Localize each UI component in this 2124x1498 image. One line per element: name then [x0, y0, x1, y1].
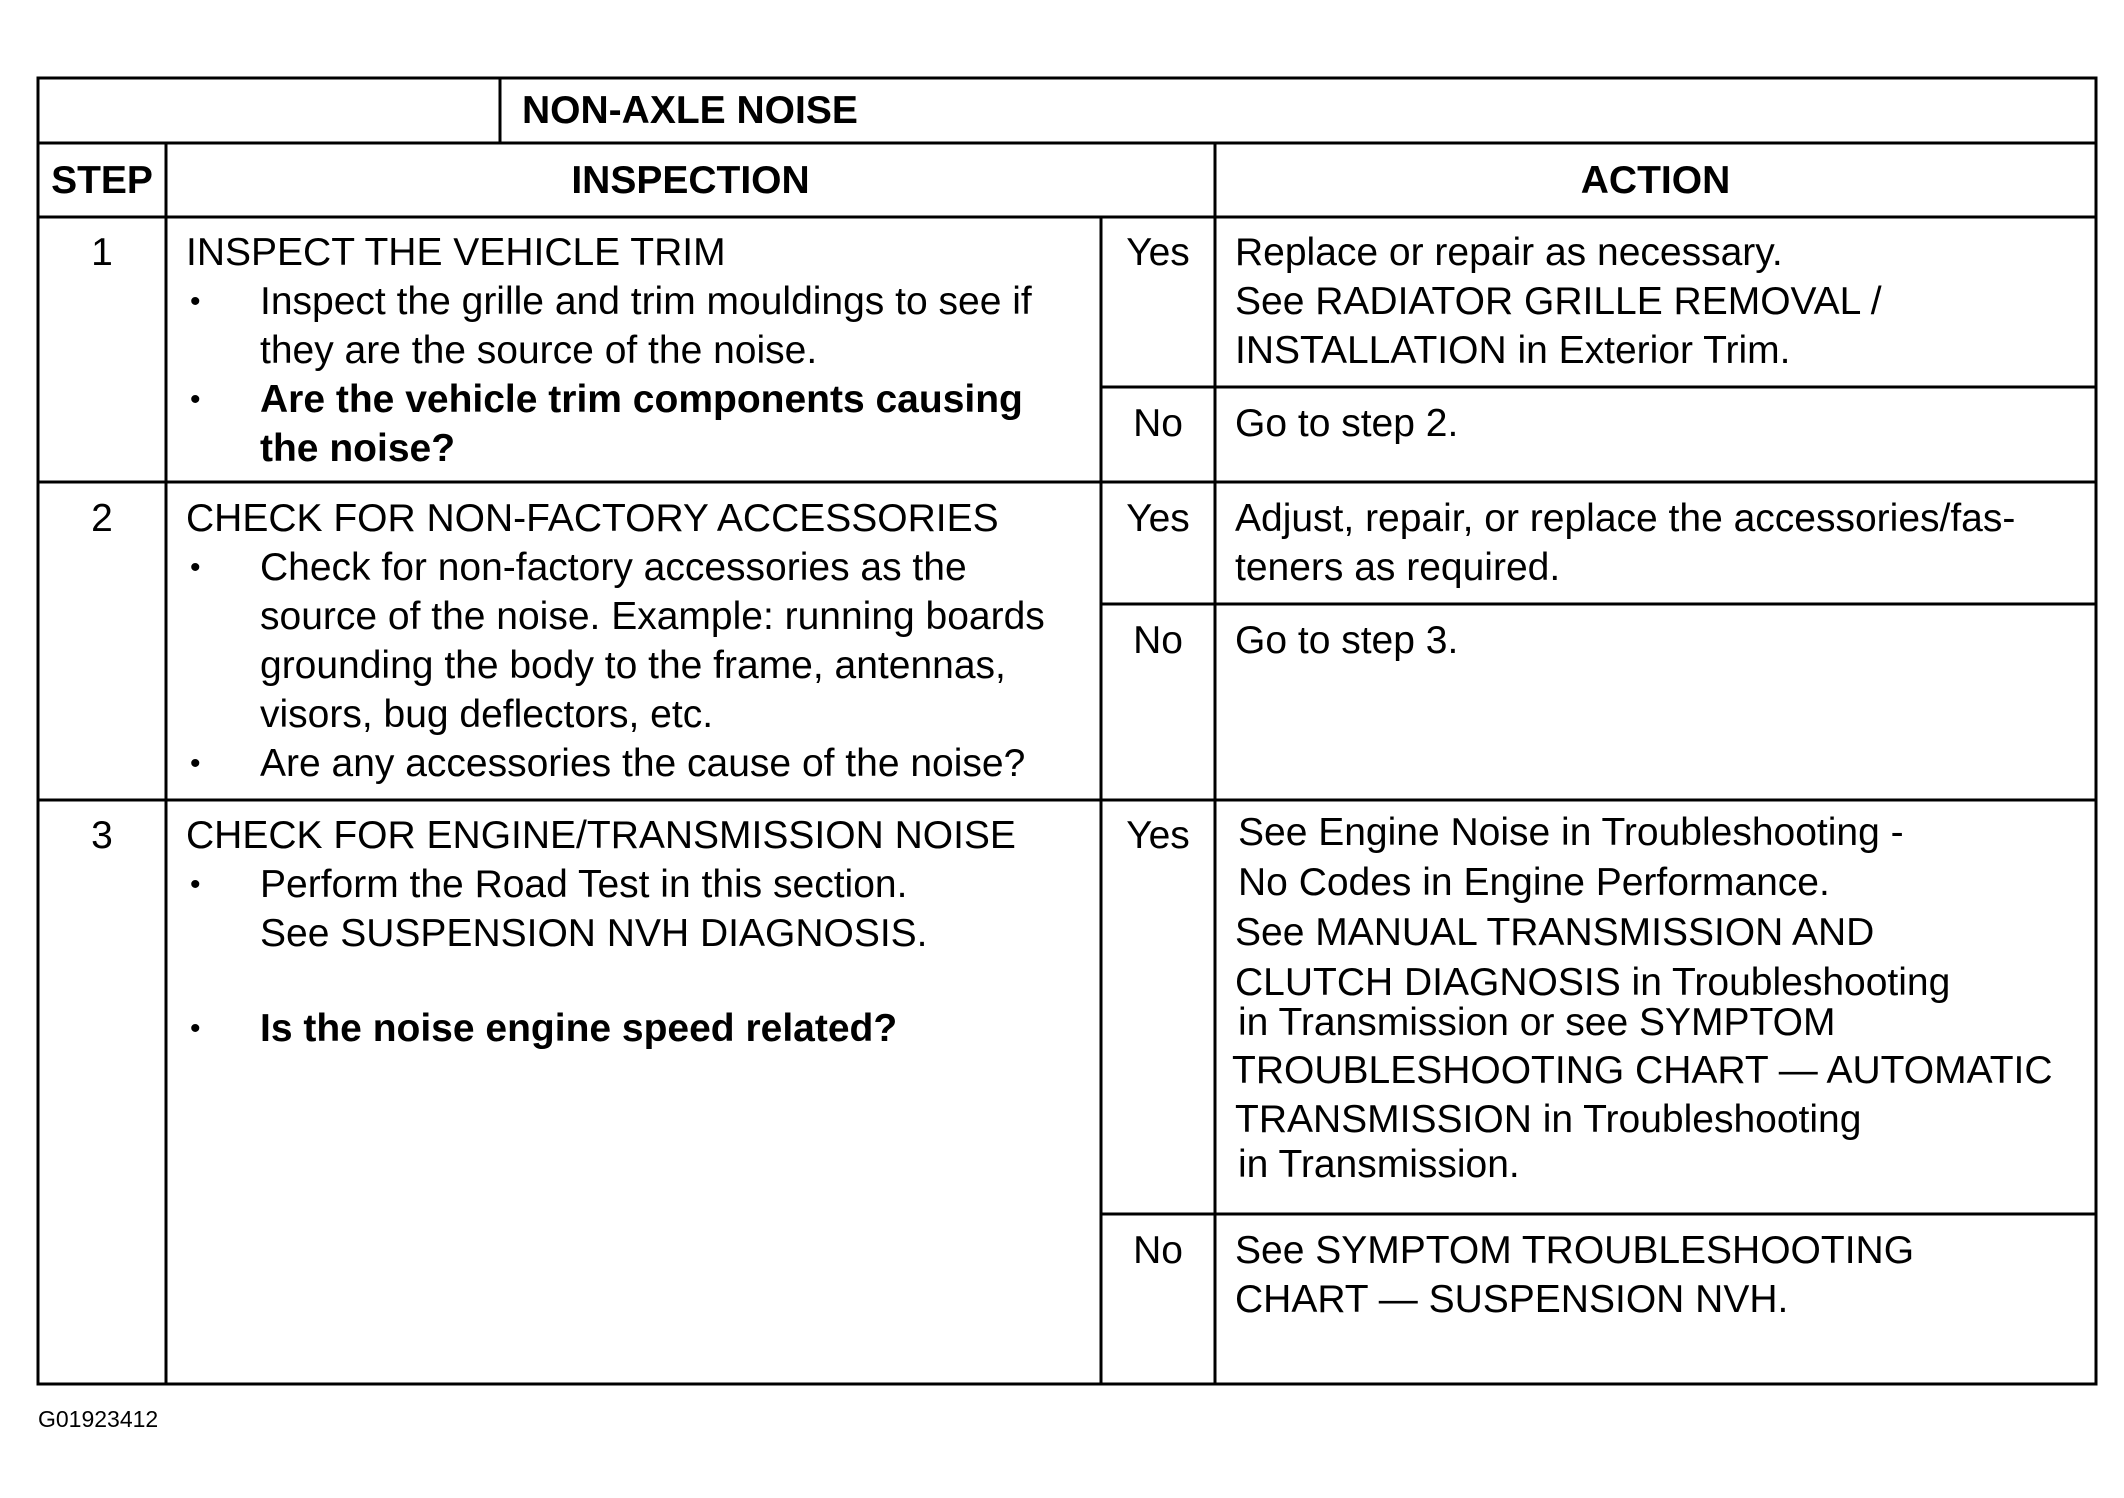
action-text: INSTALLATION in Exterior Trim.: [1235, 329, 1791, 372]
table-title: NON-AXLE NOISE: [522, 89, 858, 132]
action-text: Go to step 2.: [1235, 402, 1459, 445]
action-text: CLUTCH DIAGNOSIS in Troubleshooting: [1235, 961, 1951, 1004]
step-number: 3: [91, 814, 113, 857]
bullet-icon: •: [190, 747, 201, 780]
header-inspection: INSPECTION: [571, 159, 810, 202]
action-text: See RADIATOR GRILLE REMOVAL /: [1235, 280, 1882, 323]
inspection-text: source of the noise. Example: running boards: [260, 595, 1045, 638]
inspection-text: grounding the body to the frame, antennas,: [260, 644, 1006, 687]
action-text: in Transmission.: [1238, 1143, 1520, 1186]
bullet-icon: •: [190, 383, 201, 416]
action-text: Go to step 3.: [1235, 619, 1459, 662]
action-text: Replace or repair as necessary.: [1235, 231, 1783, 274]
bullet-icon: •: [190, 1012, 201, 1045]
action-text: TRANSMISSION in Troubleshooting: [1235, 1098, 1862, 1141]
inspection-text: Inspect the grille and trim mouldings to see if: [260, 280, 1032, 323]
figure-id: G01923412: [38, 1406, 159, 1432]
action-text: See MANUAL TRANSMISSION AND: [1235, 911, 1875, 954]
inspection-heading: INSPECT THE VEHICLE TRIM: [186, 231, 726, 274]
yes-label: Yes: [1126, 231, 1190, 274]
inspection-text: visors, bug deflectors, etc.: [260, 693, 714, 736]
step-number: 2: [91, 497, 113, 540]
yes-label: Yes: [1126, 497, 1190, 540]
no-label: No: [1133, 402, 1183, 445]
inspection-heading: CHECK FOR ENGINE/TRANSMISSION NOISE: [186, 814, 1016, 857]
action-text: No Codes in Engine Performance.: [1238, 861, 1830, 904]
step-number: 1: [91, 231, 113, 274]
inspection-text: Perform the Road Test in this section.: [260, 863, 908, 906]
inspection-text: See SUSPENSION NVH DIAGNOSIS.: [260, 912, 928, 955]
action-text: in Transmission or see SYMPTOM: [1238, 1001, 1836, 1044]
action-text: TROUBLESHOOTING CHART — AUTOMATIC: [1232, 1049, 2053, 1092]
bullet-icon: •: [190, 285, 201, 318]
inspection-heading: CHECK FOR NON-FACTORY ACCESSORIES: [186, 497, 999, 540]
inspection-question: Is the noise engine speed related?: [260, 1007, 898, 1050]
inspection-question: Are any accessories the cause of the noise?: [260, 742, 1026, 785]
header-step: STEP: [51, 159, 153, 202]
action-text: See Engine Noise in Troubleshooting -: [1238, 811, 1904, 854]
inspection-question: the noise?: [260, 427, 456, 470]
action-text: Adjust, repair, or replace the accessories/fas-: [1235, 497, 2016, 540]
yes-label: Yes: [1126, 814, 1190, 857]
header-action: ACTION: [1580, 159, 1731, 202]
inspection-question: Are the vehicle trim components causing: [260, 378, 1023, 421]
action-text: See SYMPTOM TROUBLESHOOTING: [1235, 1229, 1915, 1272]
inspection-text: they are the source of the noise.: [260, 329, 818, 372]
bullet-icon: •: [190, 551, 201, 584]
action-text: CHART — SUSPENSION NVH.: [1235, 1278, 1789, 1321]
no-label: No: [1133, 1229, 1183, 1272]
action-text: teners as required.: [1235, 546, 1561, 589]
inspection-text: Check for non-factory accessories as the: [260, 546, 967, 589]
bullet-icon: •: [190, 868, 201, 901]
no-label: No: [1133, 619, 1183, 662]
